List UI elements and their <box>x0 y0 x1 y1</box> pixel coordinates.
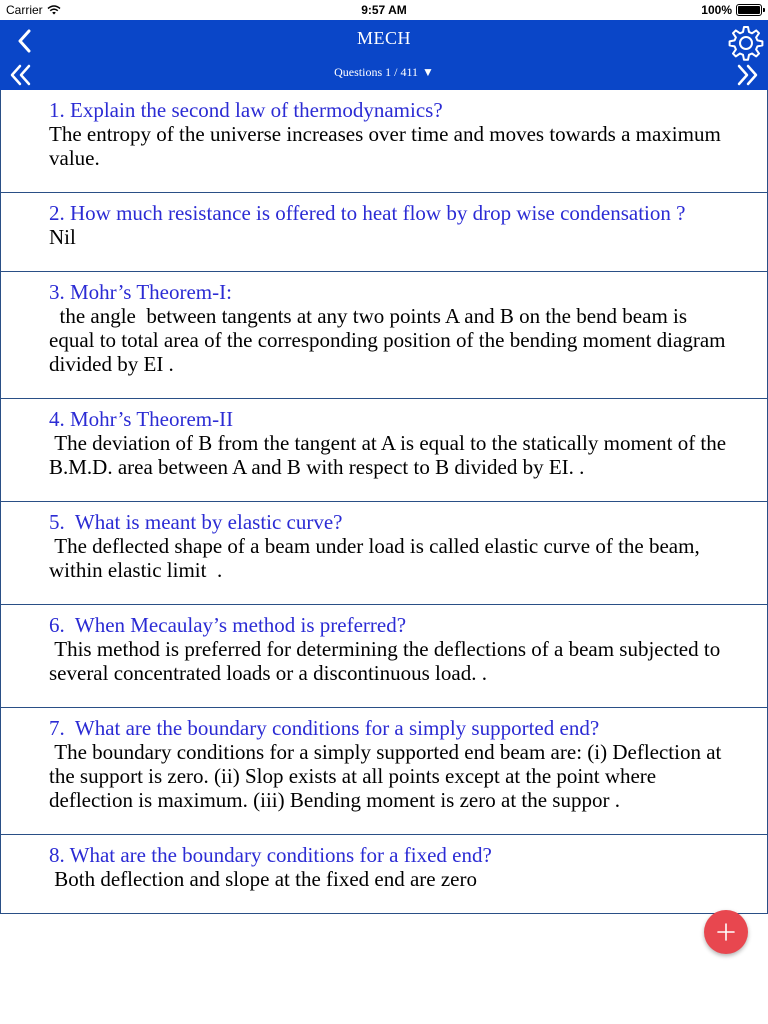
add-button[interactable] <box>704 910 748 954</box>
answer-text: The deflected shape of a beam under load is called elastic curve of the beam, within elastic limit . <box>49 534 705 582</box>
next-question-button[interactable] <box>732 62 762 88</box>
question-text: 3. Mohr’s Theorem-I: <box>49 280 232 304</box>
answer-text: Both deflection and slope at the fixed end are zero <box>49 867 477 891</box>
question-card[interactable] <box>0 90 768 193</box>
double-chevron-right-icon <box>735 64 759 86</box>
gear-icon <box>727 24 765 62</box>
answer-text: The boundary conditions for a simply supported end beam are: (i) Deflection at the support is zero. (ii) Slop exists at all points except at the point where deflection is maximum. (iii) Bending moment is zero at the suppor . <box>49 740 727 812</box>
question-card[interactable] <box>0 272 768 399</box>
answer-text: The entropy of the universe increases over time and moves towards a maximum value. <box>49 122 727 170</box>
answer-text: the angle between tangents at any two points A and B on the bend beam is equal to total area of the corresponding position of the bending moment diagram divided by EI . <box>49 304 731 376</box>
caret-down-icon: ▼ <box>422 65 434 79</box>
question-card[interactable] <box>0 708 768 835</box>
page-title: MECH <box>356 28 411 48</box>
nav-bar <box>0 20 768 90</box>
question-text: 1. Explain the second law of thermodynamics? <box>49 98 443 122</box>
answer-text: This method is preferred for determining the deflections of a beam subjected to several concentrated loads or a discontinuous load. . <box>49 637 726 685</box>
question-card[interactable] <box>0 605 768 708</box>
settings-button[interactable] <box>726 24 766 62</box>
battery-percent: 100% <box>701 3 732 17</box>
question-text: 4. Mohr’s Theorem-II <box>49 407 234 431</box>
status-time: 9:57 AM <box>361 3 407 17</box>
battery-indicator <box>701 3 762 17</box>
question-card[interactable] <box>0 502 768 605</box>
question-text: 6. When Mecaulay’s method is preferred? <box>49 613 407 637</box>
plus-icon <box>716 922 736 942</box>
battery-icon <box>736 4 762 16</box>
answer-text: The deviation of B from the tangent at A is equal to the statically moment of the B.M.D. area between A and B with respect to B divided by EI. . <box>49 431 732 479</box>
question-text: 8. What are the boundary conditions for a fixed end? <box>49 843 492 867</box>
question-text: 5. What is meant by elastic curve? <box>49 510 343 534</box>
question-list[interactable] <box>0 90 768 1024</box>
question-card[interactable] <box>0 399 768 502</box>
answer-text: Nil <box>49 225 76 249</box>
question-card[interactable] <box>0 835 768 914</box>
question-text: 7. What are the boundary conditions for a simply supported end? <box>49 716 600 740</box>
status-bar <box>0 0 768 20</box>
question-text: 2. How much resistance is offered to heat flow by drop wise condensation ? <box>49 201 686 225</box>
question-selector[interactable] <box>0 65 768 80</box>
question-card[interactable] <box>0 193 768 272</box>
question-counter: Questions 1 / 411 <box>334 65 418 79</box>
carrier-label: Carrier <box>6 3 43 17</box>
